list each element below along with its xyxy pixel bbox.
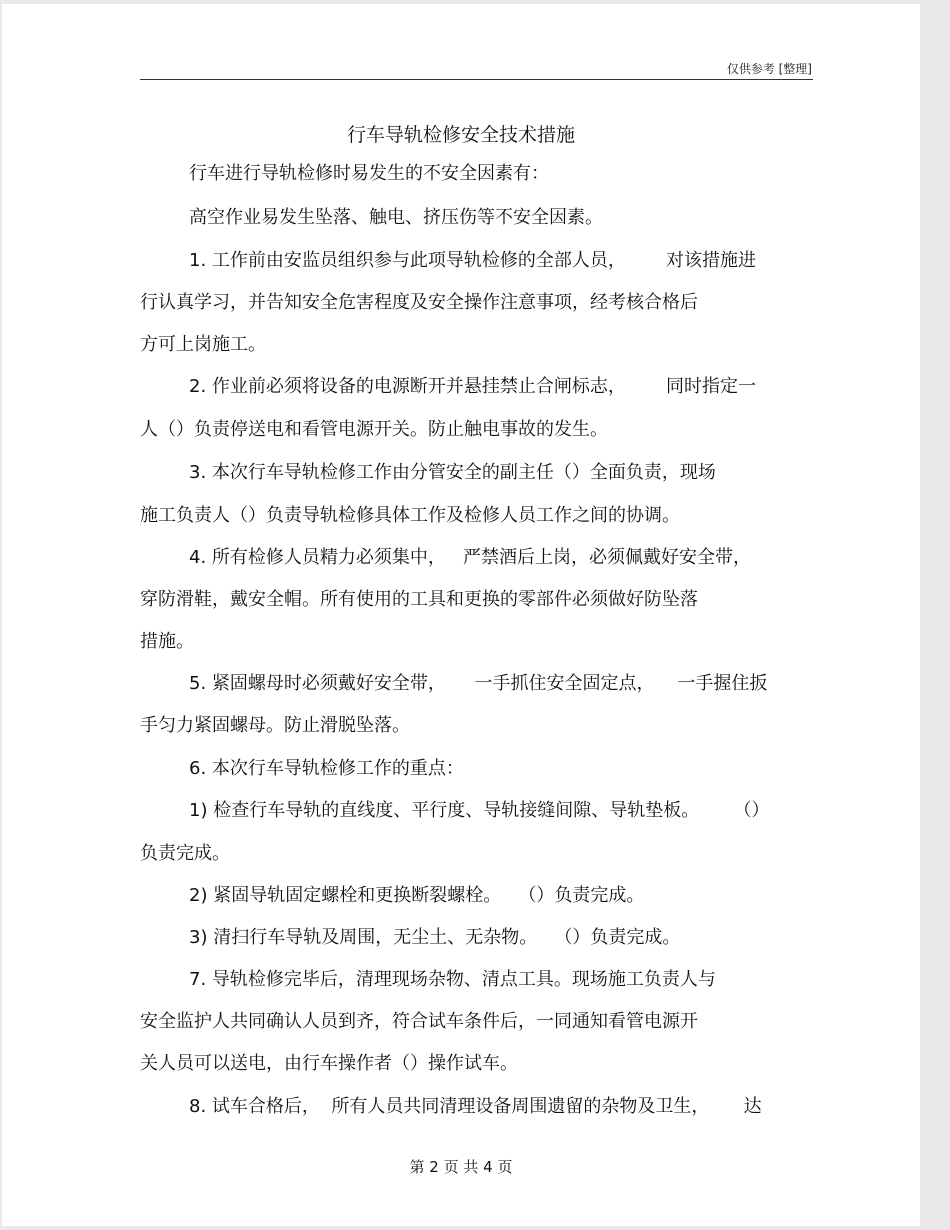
paragraph-line: 穿防滑鞋，戴安全帽。所有使用的工具和更换的零部件必须做好防坠落: [140, 589, 698, 610]
paragraph-line: 2) 紧固导轨固定螺栓和更换断裂螺栓。 （）负责完成。: [189, 885, 645, 906]
paragraph-line: 1. 工作前由安监员组织参与此项导轨检修的全部人员， 对该措施进: [189, 250, 756, 271]
paragraph-line: 高空作业易发生坠落、触电、挤压伤等不安全因素。: [189, 207, 603, 228]
paragraph-line: 手匀力紧固螺母。防止滑脱坠落。: [140, 715, 410, 736]
document-title: 行车导轨检修安全技术措施: [346, 124, 575, 146]
paragraph-line: 措施。: [140, 631, 194, 652]
paragraph-line: 行认真学习，并告知安全危害程度及安全操作注意事项，经考核合格后: [140, 292, 698, 313]
header-note: 仅供参考 [整理]: [726, 62, 812, 76]
paragraph-line: 3. 本次行车导轨检修工作由分管安全的副主任（）全面负责，现场: [189, 462, 716, 483]
paragraph-line: 7. 导轨检修完毕后，清理现场杂物、清点工具。现场施工负责人与: [189, 969, 716, 990]
paragraph-line: 人（）负责停送电和看管电源开关。防止触电事故的发生。: [140, 419, 608, 440]
paragraph-line: 负责完成。: [140, 843, 230, 864]
page-number: 第 2 页 共 4 页: [409, 1158, 513, 1176]
paragraph-line: 行车进行导轨检修时易发生的不安全因素有：: [189, 163, 549, 184]
paragraph-line: 4. 所有检修人员精力必须集中， 严禁酒后上岗，必须佩戴好安全带，: [189, 547, 752, 568]
paragraph-line: 8. 试车合格后， 所有人员共同清理设备周围遗留的杂物及卫生， 达: [189, 1096, 762, 1117]
paragraph-line: 关人员可以送电，由行车操作者（）操作试车。: [140, 1053, 518, 1074]
paragraph-line: 安全监护人共同确认人员到齐，符合试车条件后，一同通知看管电源开: [140, 1011, 698, 1032]
paragraph-line: 3) 清扫行车导轨及周围，无尘土、无杂物。 （）负责完成。: [189, 927, 681, 948]
paragraph-line: 施工负责人（）负责导轨检修具体工作及检修人员工作之间的协调。: [140, 505, 680, 526]
document-page: [2, 4, 920, 1226]
paragraph-line: 6. 本次行车导轨检修工作的重点：: [189, 758, 464, 779]
paragraph-line: 2. 作业前必须将设备的电源断开并悬挂禁止合闸标志， 同时指定一: [189, 376, 756, 397]
paragraph-line: 方可上岗施工。: [140, 334, 266, 355]
paragraph-line: 5. 紧固螺母时必须戴好安全带， 一手抓住安全固定点， 一手握住扳: [189, 673, 768, 694]
header-rule: [140, 79, 813, 80]
paragraph-line: 1) 检查行车导轨的直线度、平行度、导轨接缝间隙、导轨垫板。 （）: [189, 800, 770, 821]
